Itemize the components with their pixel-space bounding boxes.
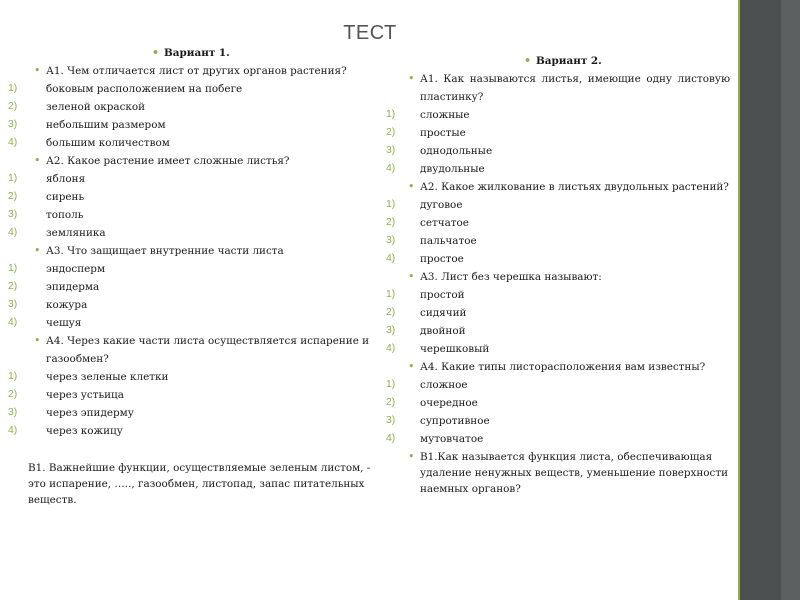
option-number: 3) <box>8 209 18 220</box>
option-text: через кожицу <box>46 425 123 437</box>
option <box>8 422 380 440</box>
option-number: 4) <box>386 433 396 444</box>
option <box>8 170 380 188</box>
option <box>386 196 730 214</box>
option-text: сложное <box>420 379 468 391</box>
question-a2: • А2. Какое растение имеет сложные листья? <box>8 152 380 170</box>
option-number: 2) <box>8 281 18 292</box>
question-b1: В1. Важнейшие функции, осуществляемые зеленым листом, - это испарение, ….., газообмен, листопад, запас питательных веществ. <box>28 462 371 506</box>
option-number: 3) <box>8 299 18 310</box>
option <box>8 386 380 404</box>
option <box>386 412 730 430</box>
option-number: 4) <box>8 425 18 436</box>
option-number: 2) <box>8 389 18 400</box>
option-text: небольшим размером <box>46 119 166 131</box>
option-text: дуговое <box>420 199 463 211</box>
option-text: сложные <box>420 109 470 121</box>
option-number: 2) <box>386 217 396 228</box>
option <box>8 116 380 134</box>
option-number: 4) <box>8 227 18 238</box>
option-number: 4) <box>8 137 18 148</box>
option <box>8 314 380 332</box>
option <box>386 250 730 268</box>
option-number: 1) <box>8 371 18 382</box>
option-number: 2) <box>386 307 396 318</box>
option-number: 2) <box>8 101 18 112</box>
question-a3: • А3. Что защищает внутренние части листа <box>8 242 380 260</box>
option <box>386 376 730 394</box>
option-number: 1) <box>386 199 396 210</box>
option-text: тополь <box>46 209 84 221</box>
option-text: очередное <box>420 397 478 409</box>
question-b1: • В1.Как называется функция листа, обеспечивающая удаление ненужных веществ, уменьшение поверхности наемных органов? <box>386 448 730 497</box>
option <box>386 286 730 304</box>
option-text: сирень <box>46 191 85 203</box>
option-text: через эпидерму <box>46 407 134 419</box>
variant-1-column <box>8 44 380 508</box>
option-number: 3) <box>8 119 18 130</box>
option-text: большим количеством <box>46 137 170 149</box>
option <box>386 322 730 340</box>
option-text: двойной <box>420 325 466 337</box>
option-text: черешковый <box>420 343 490 355</box>
option <box>8 278 380 296</box>
option-text: боковым расположением на побеге <box>46 83 243 95</box>
question-a4: • А4. Через какие части листа осуществляется испарение и газообмен? <box>8 332 380 368</box>
option-text: простой <box>420 289 465 301</box>
option <box>386 304 730 322</box>
option-text: сидячий <box>420 307 467 319</box>
option-number: 1) <box>386 289 396 300</box>
option-number: 3) <box>8 407 18 418</box>
option <box>8 188 380 206</box>
question-a1: • А1. Чем отличается лист от других органов растения? <box>8 62 380 80</box>
option <box>386 160 730 178</box>
option-number: 2) <box>386 127 396 138</box>
option-number: 2) <box>386 397 396 408</box>
option-number: 3) <box>386 145 396 156</box>
option <box>8 260 380 278</box>
option-text: зеленой окраской <box>46 101 146 113</box>
option-text: супротивное <box>420 415 490 427</box>
variant-2-column <box>386 52 730 497</box>
option-number: 4) <box>386 343 396 354</box>
option-text: яблоня <box>46 173 86 185</box>
option <box>386 232 730 250</box>
option-number: 4) <box>8 317 18 328</box>
option-text: кожура <box>46 299 88 311</box>
option-text: земляника <box>46 227 106 239</box>
option-number: 1) <box>386 379 396 390</box>
option <box>8 296 380 314</box>
option <box>8 224 380 242</box>
option-number: 1) <box>386 109 396 120</box>
option-number: 4) <box>386 253 396 264</box>
option <box>386 430 730 448</box>
option <box>8 206 380 224</box>
option-number: 3) <box>386 325 396 336</box>
option-text: эндосперм <box>46 263 106 275</box>
option-text: эпидерма <box>46 281 100 293</box>
sidebar-panel-edge <box>781 0 800 600</box>
page-title: ТЕСТ <box>343 22 397 44</box>
option <box>386 106 730 124</box>
question-a2: • А2. Какое жилкование в листьях двудольных растений? <box>386 178 730 196</box>
option-number: 1) <box>8 173 18 184</box>
option <box>386 340 730 358</box>
option <box>8 134 380 152</box>
option-number: 1) <box>8 263 18 274</box>
question-a4: • А4. Какие типы листорасположения вам известны? <box>386 358 730 376</box>
option-number: 3) <box>386 415 396 426</box>
option-text: пальчатое <box>420 235 477 247</box>
question-a1: • А1. Как называются листья, имеющие одну листовую пластинку? <box>386 70 730 106</box>
option-number: 2) <box>8 191 18 202</box>
option-text: однодольные <box>420 145 493 157</box>
option-text: чешуя <box>46 317 82 329</box>
variant-2-heading: • Вариант 2. <box>386 52 730 70</box>
option-text: простые <box>420 127 466 139</box>
option-text: двудольные <box>420 163 485 175</box>
option-number: 3) <box>386 235 396 246</box>
option-text: простое <box>420 253 464 265</box>
option-number: 1) <box>8 83 18 94</box>
option <box>8 368 380 386</box>
option <box>386 142 730 160</box>
option <box>386 214 730 232</box>
variant-1-heading: • Вариант 1. <box>8 44 380 62</box>
option <box>8 80 380 98</box>
question-a3: • А3. Лист без черешка называют: <box>386 268 730 286</box>
option-text: через зеленые клетки <box>46 371 169 383</box>
option <box>386 124 730 142</box>
option-text: сетчатое <box>420 217 469 229</box>
option <box>8 98 380 116</box>
option-number: 4) <box>386 163 396 174</box>
option <box>8 404 380 422</box>
option-text: через устьица <box>46 389 124 401</box>
option <box>386 394 730 412</box>
option-text: мутовчатое <box>420 433 484 445</box>
